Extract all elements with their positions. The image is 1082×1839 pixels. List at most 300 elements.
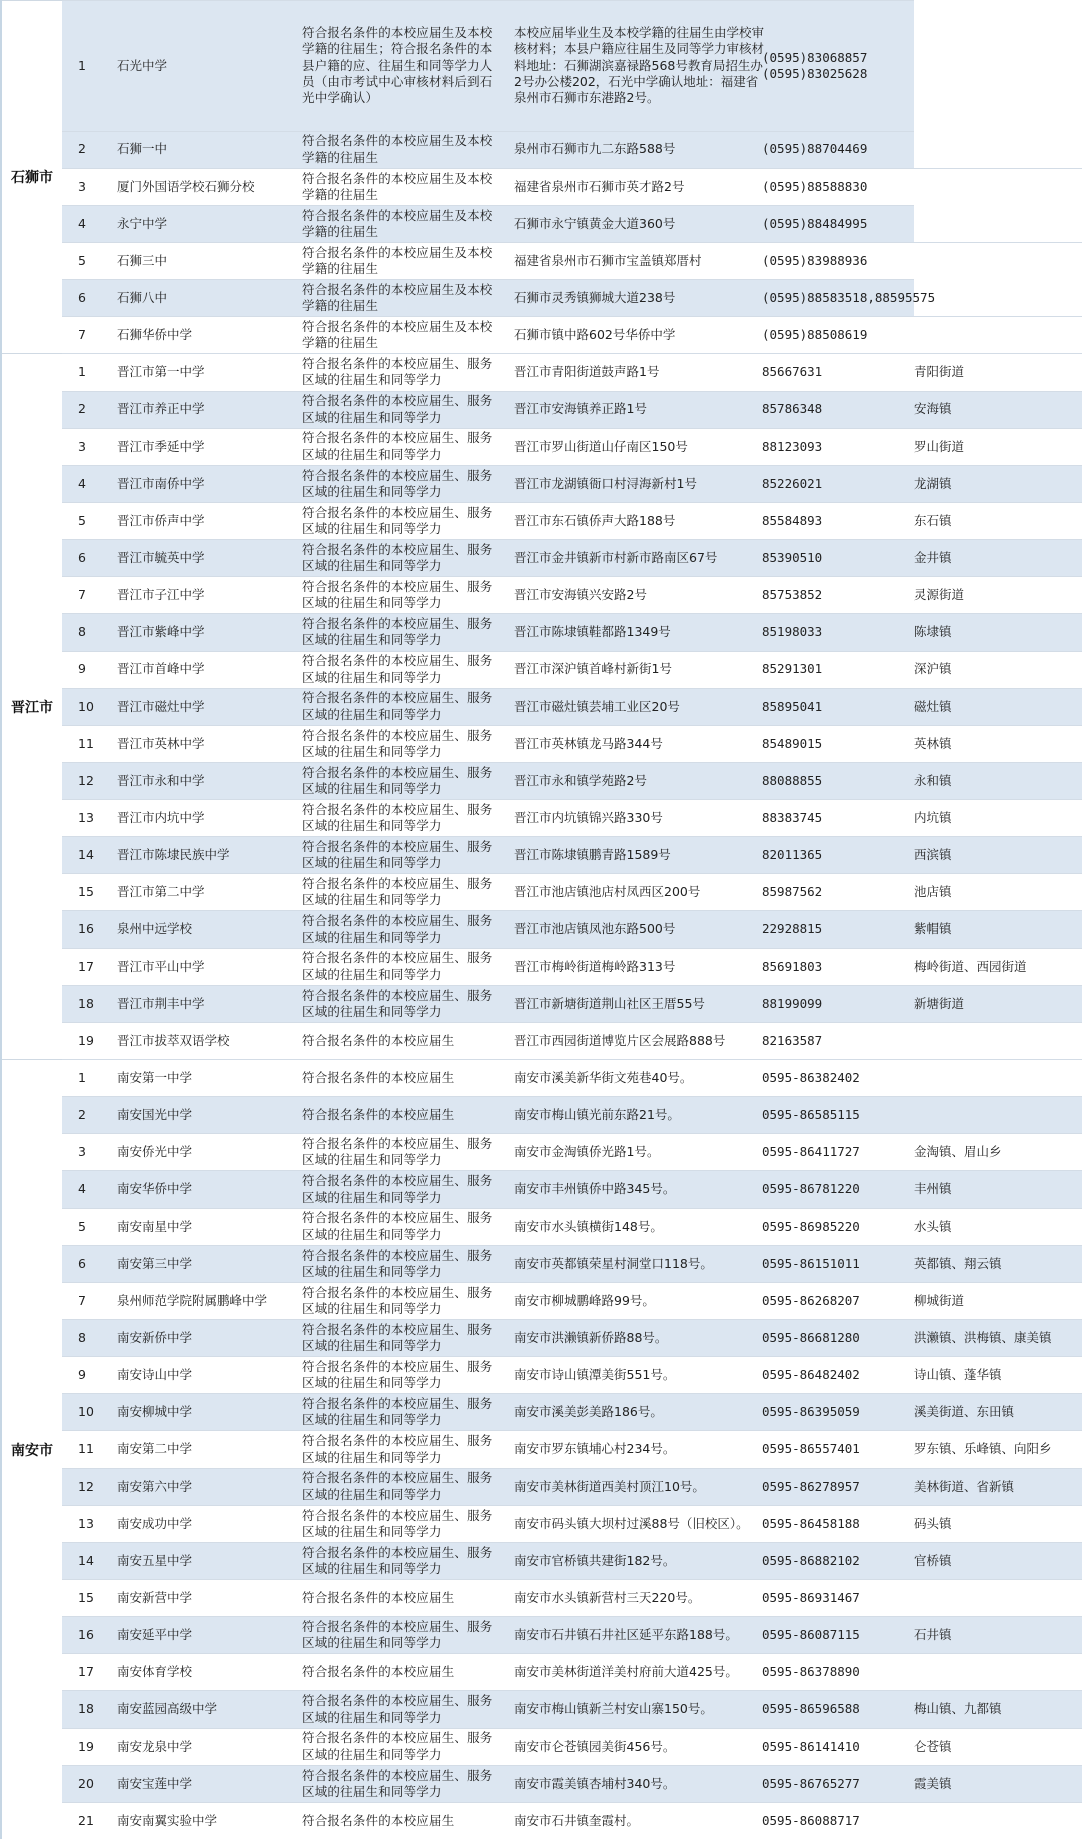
contact-phone: 0595-86088717 <box>762 1812 860 1828</box>
table-row <box>62 1765 1082 1802</box>
school-name: 晋江市南侨中学 <box>117 475 205 491</box>
row-number: 14 <box>78 847 94 863</box>
enrollment-condition: 符合报名条件的本校应届生、服务区域的往届生和同等学力 <box>302 1247 493 1279</box>
service-area: 金淘镇、眉山乡 <box>914 1144 1002 1160</box>
school-name: 晋江市季延中学 <box>117 438 205 454</box>
table-row <box>62 1282 1082 1319</box>
enrollment-condition: 符合报名条件的本校应届生、服务区域的往届生和同等学力 <box>302 1433 493 1465</box>
enrollment-condition: 符合报名条件的本校应届生 <box>302 1069 455 1085</box>
contact-phone: 85489015 <box>762 735 823 751</box>
school-address: 南安市美林街道西美村顶江10号。 <box>514 1478 705 1494</box>
service-area: 英林镇 <box>914 735 952 751</box>
service-area: 英都镇、翔云镇 <box>914 1255 1002 1271</box>
school-name: 南安龙泉中学 <box>117 1738 193 1754</box>
school-name: 南安成功中学 <box>117 1515 193 1531</box>
table-row <box>62 539 1082 576</box>
contact-phone: 82163587 <box>762 1032 823 1048</box>
enrollment-condition: 符合报名条件的本校应届生及本校学籍的往届生 <box>302 244 493 277</box>
school-name: 南安第三中学 <box>117 1255 193 1271</box>
school-address: 晋江市内坑镇锦兴路330号 <box>514 810 663 825</box>
school-address: 南安市罗东镇埔心村234号。 <box>514 1441 676 1457</box>
enrollment-condition: 符合报名条件的本校应届生、服务区域的往届生和同等学力 <box>302 839 493 871</box>
school-address: 福建省泉州市石狮市宝盖镇郑厝村 <box>514 252 702 268</box>
school-address: 石狮市灵秀镇狮城大道238号 <box>514 290 676 306</box>
enrollment-condition: 符合报名条件的本校应届生、服务区域的往届生和同等学力 <box>302 1544 493 1576</box>
table-row <box>62 1616 1082 1653</box>
school-name: 南安第一中学 <box>117 1069 193 1085</box>
enrollment-condition: 符合报名条件的本校应届生、服务区域的往届生和同等学力 <box>302 616 493 648</box>
enrollment-condition: 符合报名条件的本校应届生、服务区域的往届生和同等学力 <box>302 764 493 796</box>
contact-phone: (0595)83068857 (0595)83025628 <box>762 49 868 81</box>
row-number: 15 <box>78 1589 94 1605</box>
contact-phone: (0595)88508619 <box>762 327 868 343</box>
contact-phone: 0595-86781220 <box>762 1181 860 1197</box>
contact-phone: 88088855 <box>762 772 823 788</box>
enrollment-condition: 符合报名条件的本校应届生、服务区域的往届生和同等学力 <box>302 987 493 1019</box>
row-number: 19 <box>78 1738 94 1754</box>
school-address: 晋江市池店镇池店村凤西区200号 <box>514 884 701 900</box>
table-row <box>62 1690 1082 1727</box>
service-area <box>914 1 1082 131</box>
school-name: 晋江市陈埭民族中学 <box>117 847 230 863</box>
service-area <box>914 1654 1082 1690</box>
row-number: 3 <box>78 1144 86 1160</box>
school-name: 南安宝莲中学 <box>117 1775 193 1791</box>
school-name: 厦门外国语学校石狮分校 <box>117 178 255 194</box>
service-area: 罗山街道 <box>914 438 965 454</box>
school-address: 晋江市青阳街道鼓声路1号 <box>514 364 660 380</box>
school-name: 晋江市毓英中学 <box>117 550 205 566</box>
table-row <box>62 1505 1082 1542</box>
table-row <box>62 205 914 242</box>
table-row <box>62 168 1082 205</box>
table-row <box>62 651 1082 688</box>
service-area: 青阳街道 <box>914 364 965 380</box>
row-number: 14 <box>78 1552 94 1568</box>
school-name: 南安南星中学 <box>117 1218 193 1234</box>
school-name: 南安南翼实验中学 <box>117 1812 218 1828</box>
table-row <box>62 1653 1082 1690</box>
school-address: 南安市丰州镇侨中路345号。 <box>514 1181 676 1197</box>
row-number: 10 <box>78 1404 94 1420</box>
service-area: 石井镇 <box>914 1627 952 1643</box>
school-name: 南安柳城中学 <box>117 1404 193 1420</box>
school-name: 晋江市侨声中学 <box>117 512 205 528</box>
contact-phone: 0595-86141410 <box>762 1738 860 1754</box>
contact-phone: 0595-86585115 <box>762 1107 860 1123</box>
table-row <box>62 873 1082 910</box>
service-area <box>914 243 1082 279</box>
school-address: 晋江市安海镇兴安路2号 <box>514 587 647 603</box>
service-area: 磁灶镇 <box>914 698 952 714</box>
service-area: 陈埭镇 <box>914 624 952 640</box>
table-row <box>62 613 1082 650</box>
school-name: 晋江市紫峰中学 <box>117 624 205 640</box>
service-area <box>914 132 1082 168</box>
enrollment-condition: 符合报名条件的本校应届生 <box>302 1032 455 1048</box>
table-row <box>62 576 1082 613</box>
school-address: 南安市英都镇荣星村洞堂口118号。 <box>514 1255 713 1271</box>
row-number: 11 <box>78 1441 94 1457</box>
service-area: 罗东镇、乐峰镇、向阳乡 <box>914 1441 1052 1457</box>
school-address: 晋江市西园街道博览片区会展路888号 <box>514 1032 726 1048</box>
school-name: 晋江市永和中学 <box>117 772 205 788</box>
contact-phone: (0595)88484995 <box>762 215 868 231</box>
school-name: 晋江市内坑中学 <box>117 810 205 825</box>
table-row <box>62 131 914 168</box>
table-row <box>62 799 1082 836</box>
table-row <box>62 1356 1082 1393</box>
school-address: 晋江市英林镇龙马路344号 <box>514 735 663 751</box>
school-address: 晋江市东石镇侨声大路188号 <box>514 512 676 528</box>
school-address: 石狮市永宁镇黄金大道360号 <box>514 215 676 231</box>
row-number: 3 <box>78 438 86 454</box>
table-row <box>62 1542 1082 1579</box>
row-number: 19 <box>78 1032 94 1048</box>
enrollment-condition: 符合报名条件的本校应届生、服务区域的往届生和同等学力 <box>302 1136 493 1168</box>
table-row <box>62 762 1082 799</box>
enrollment-condition: 符合报名条件的本校应届生、服务区域的往届生和同等学力 <box>302 950 493 982</box>
service-area <box>914 1803 1082 1839</box>
school-address: 南安市水头镇新营村三天220号。 <box>514 1589 701 1605</box>
row-number: 6 <box>78 290 86 306</box>
school-address: 晋江市罗山街道山仔南区150号 <box>514 438 688 454</box>
row-number: 4 <box>78 215 86 231</box>
enrollment-condition: 符合报名条件的本校应届生、服务区域的往届生和同等学力 <box>302 1693 493 1725</box>
service-area: 美林街道、省新镇 <box>914 1478 1015 1494</box>
school-name: 石狮华侨中学 <box>117 327 193 343</box>
table-row <box>62 1170 1082 1207</box>
enrollment-condition: 符合报名条件的本校应届生、服务区域的往届生和同等学力 <box>302 1396 493 1428</box>
row-number: 10 <box>78 698 94 714</box>
table-row <box>62 1059 1082 1096</box>
row-number: 9 <box>78 661 86 677</box>
table-row <box>62 836 1082 873</box>
row-number: 21 <box>78 1812 94 1828</box>
school-name: 南安延平中学 <box>117 1627 193 1643</box>
service-area: 水头镇 <box>914 1218 952 1234</box>
enrollment-condition: 符合报名条件的本校应届生、服务区域的往届生和同等学力 <box>302 1507 493 1539</box>
school-name: 石狮一中 <box>117 141 168 157</box>
school-address: 南安市霞美镇杏埔村340号。 <box>514 1775 676 1791</box>
contact-phone: 0595-86278957 <box>762 1478 860 1494</box>
enrollment-condition: 符合报名条件的本校应届生、服务区域的往届生和同等学力 <box>302 727 493 759</box>
enrollment-condition: 符合报名条件的本校应届生、服务区域的往届生和同等学力 <box>302 801 493 834</box>
row-number: 15 <box>78 884 94 900</box>
enrollment-condition: 符合报名条件的本校应届生、服务区域的往届生和同等学力 <box>302 393 493 425</box>
row-number: 17 <box>78 1664 94 1680</box>
district-label: 石狮市 <box>2 0 62 353</box>
enrollment-condition: 符合报名条件的本校应届生、服务区域的往届生和同等学力 <box>302 653 493 685</box>
school-name: 南安国光中学 <box>117 1107 193 1123</box>
contact-phone: 0595-86681280 <box>762 1329 860 1345</box>
row-number: 5 <box>78 512 86 528</box>
table-row <box>62 0 914 131</box>
contact-phone: 0595-86382402 <box>762 1069 860 1085</box>
school-name: 南安新营中学 <box>117 1589 193 1605</box>
enrollment-condition: 符合报名条件的本校应届生、服务区域的往届生和同等学力 <box>302 1210 493 1242</box>
row-number: 4 <box>78 475 86 491</box>
school-address: 南安市溪美新华街文苑巷40号。 <box>514 1069 693 1085</box>
school-name: 南安第六中学 <box>117 1478 193 1494</box>
enrollment-condition: 符合报名条件的本校应届生、服务区域的往届生和同等学力 <box>302 541 493 574</box>
school-name: 晋江市英林中学 <box>117 735 205 751</box>
row-number: 9 <box>78 1367 86 1383</box>
school-address: 南安市梅山镇光前东路21号。 <box>514 1107 680 1123</box>
enrollment-condition: 符合报名条件的本校应届生、服务区域的往届生和同等学力 <box>302 1321 493 1354</box>
district-label: 晋江市 <box>2 353 62 1059</box>
table-row <box>62 1393 1082 1430</box>
enrollment-condition: 符合报名条件的本校应届生、服务区域的往届生和同等学力 <box>302 913 493 945</box>
service-area: 梅山镇、九都镇 <box>914 1701 1002 1717</box>
service-area: 诗山镇、蓬华镇 <box>914 1367 1002 1383</box>
contact-phone: 0595-86395059 <box>762 1404 860 1420</box>
service-area: 丰州镇 <box>914 1181 952 1197</box>
school-address: 晋江市磁灶镇芸埔工业区20号 <box>514 698 680 714</box>
enrollment-condition: 符合报名条件的本校应届生、服务区域的往届生和同等学力 <box>302 467 493 499</box>
table-row <box>62 428 1082 465</box>
school-name: 晋江市养正中学 <box>117 401 205 417</box>
school-address: 石狮市镇中路602号华侨中学 <box>514 327 676 343</box>
table-row <box>62 502 1082 539</box>
contact-phone: 85691803 <box>762 958 823 974</box>
contact-phone: 0595-86882102 <box>762 1552 860 1568</box>
table-row <box>62 1245 1082 1282</box>
school-address: 福建省泉州市石狮市英才路2号 <box>514 178 685 194</box>
school-name: 石狮三中 <box>117 252 168 268</box>
school-name: 南安诗山中学 <box>117 1367 193 1383</box>
school-name: 晋江市第二中学 <box>117 884 205 900</box>
table-row <box>62 1096 1082 1133</box>
table-row <box>62 725 1082 762</box>
school-address: 南安市梅山镇新兰村安山寨150号。 <box>514 1701 713 1717</box>
enrollment-condition: 符合报名条件的本校应届生、服务区域的往届生和同等学力 <box>302 1618 493 1651</box>
school-name: 石光中学 <box>117 57 168 73</box>
contact-phone: (0595)88588830 <box>762 178 868 194</box>
contact-phone: 85753852 <box>762 587 823 603</box>
school-name: 石狮八中 <box>117 290 168 306</box>
school-name: 南安新侨中学 <box>117 1329 193 1345</box>
school-name: 南安五星中学 <box>117 1552 193 1568</box>
school-address: 晋江市池店镇凤池东路500号 <box>514 921 676 937</box>
service-area: 洪濑镇、洪梅镇、康美镇 <box>914 1329 1052 1345</box>
table-row <box>62 1319 1082 1356</box>
enrollment-condition: 符合报名条件的本校应届生、服务区域的往届生和同等学力 <box>302 690 493 722</box>
contact-phone: (0595)83988936 <box>762 252 868 268</box>
row-number: 17 <box>78 958 94 974</box>
contact-phone: 85390510 <box>762 550 823 566</box>
contact-phone: 0595-86596588 <box>762 1701 860 1717</box>
row-number: 6 <box>78 550 86 566</box>
row-number: 1 <box>78 1069 86 1085</box>
table-row <box>62 465 1082 502</box>
school-address: 南安市石井镇奎霞村。 <box>514 1812 640 1828</box>
school-name: 晋江市荆丰中学 <box>117 995 205 1011</box>
contact-phone: 0595-86985220 <box>762 1218 860 1234</box>
contact-phone: 85667631 <box>762 364 823 380</box>
service-area: 安海镇 <box>914 401 952 417</box>
enrollment-condition: 符合报名条件的本校应届生、服务区域的往届生和同等学力 <box>302 504 493 537</box>
row-number: 1 <box>78 364 86 380</box>
contact-phone: 88199099 <box>762 995 823 1011</box>
table-row <box>62 279 936 316</box>
contact-phone: 85291301 <box>762 661 823 677</box>
contact-phone: (0595)88583518,88595575 <box>762 290 936 306</box>
contact-phone: (0595)88704469 <box>762 141 868 157</box>
table-row <box>62 316 1082 353</box>
contact-phone: 88383745 <box>762 810 823 825</box>
table-row <box>62 353 1082 390</box>
school-address: 晋江市新塘街道荆山社区王厝55号 <box>514 995 705 1011</box>
enrollment-condition: 符合报名条件的本校应届生、服务区域的往届生和同等学力 <box>302 1730 493 1762</box>
service-area: 溪美街道、东田镇 <box>914 1404 1015 1420</box>
service-area <box>914 1060 1082 1096</box>
row-number: 8 <box>78 1329 86 1345</box>
enrollment-condition: 符合报名条件的本校应届生、服务区域的往届生和同等学力 <box>302 1284 493 1316</box>
contact-phone: 0595-86557401 <box>762 1441 860 1457</box>
school-name: 晋江市磁灶中学 <box>117 698 205 714</box>
school-address: 晋江市龙湖镇衙口村浔海新村1号 <box>514 475 697 491</box>
school-address: 南安市水头镇横街148号。 <box>514 1218 663 1234</box>
service-area: 永和镇 <box>914 772 952 788</box>
table-row <box>62 1208 1082 1245</box>
service-area: 西滨镇 <box>914 847 952 863</box>
row-number: 7 <box>78 327 86 343</box>
service-area: 码头镇 <box>914 1515 952 1531</box>
row-number: 13 <box>78 1515 94 1531</box>
service-area: 霞美镇 <box>914 1775 952 1791</box>
row-number: 2 <box>78 401 86 417</box>
table-row <box>62 1430 1082 1467</box>
enrollment-condition: 符合报名条件的本校应届生、服务区域的往届生和同等学力 <box>302 1358 493 1391</box>
service-area: 深沪镇 <box>914 661 952 677</box>
school-address: 南安市码头镇大坝村过溪88号（旧校区）。 <box>514 1515 749 1531</box>
school-address: 晋江市陈埭镇鞋都路1349号 <box>514 624 671 640</box>
school-name: 晋江市平山中学 <box>117 958 205 974</box>
row-number: 18 <box>78 1701 94 1717</box>
service-area: 灵源街道 <box>914 587 965 603</box>
enrollment-condition: 符合报名条件的本校应届生及本校学籍的往届生 <box>302 133 493 165</box>
school-address: 南安市仑苍镇园美街456号。 <box>514 1738 676 1754</box>
contact-phone: 88123093 <box>762 438 823 454</box>
contact-phone: 85584893 <box>762 512 823 528</box>
row-number: 5 <box>78 1218 86 1234</box>
enrollment-condition: 符合报名条件的本校应届生、服务区域的往届生和同等学力 <box>302 356 493 388</box>
contact-phone: 0595-86931467 <box>762 1589 860 1605</box>
school-address: 晋江市深沪镇首峰村新街1号 <box>514 661 672 677</box>
enrollment-condition: 符合报名条件的本校应届生 <box>302 1664 455 1680</box>
school-name: 晋江市首峰中学 <box>117 661 205 677</box>
service-area <box>914 169 1082 205</box>
row-number: 12 <box>78 1478 94 1494</box>
school-name: 晋江市第一中学 <box>117 364 205 380</box>
table-row <box>62 1022 1082 1059</box>
school-name: 泉州师范学院附属鹏峰中学 <box>117 1292 268 1308</box>
table-row <box>62 688 1082 725</box>
enrollment-condition: 符合报名条件的本校应届生、服务区域的往届生和同等学力 <box>302 876 493 908</box>
service-area: 金井镇 <box>914 550 952 566</box>
school-address: 晋江市金井镇新市村新市路南区67号 <box>514 550 718 566</box>
enrollment-condition: 符合报名条件的本校应届生 <box>302 1812 455 1828</box>
contact-phone: 22928815 <box>762 921 823 937</box>
school-name: 南安侨光中学 <box>117 1144 193 1160</box>
service-area: 池店镇 <box>914 884 952 900</box>
row-number: 16 <box>78 921 94 937</box>
service-area: 内坑镇 <box>914 810 952 825</box>
contact-phone: 0595-86151011 <box>762 1255 860 1271</box>
contact-phone: 0595-86765277 <box>762 1775 860 1791</box>
contact-phone: 0595-86411727 <box>762 1144 860 1160</box>
contact-phone: 0595-86378890 <box>762 1664 860 1680</box>
school-name: 永宁中学 <box>117 215 168 231</box>
contact-phone: 0595-86087115 <box>762 1627 860 1643</box>
row-number: 5 <box>78 252 86 268</box>
school-address: 南安市金淘镇侨光路1号。 <box>514 1144 660 1160</box>
school-name: 南安体育学校 <box>117 1664 193 1680</box>
contact-phone: 0595-86458188 <box>762 1515 860 1531</box>
enrollment-condition: 符合报名条件的本校应届生、服务区域的往届生和同等学力 <box>302 1173 493 1205</box>
contact-phone: 85198033 <box>762 624 823 640</box>
row-number: 4 <box>78 1181 86 1197</box>
service-area <box>914 1023 1082 1059</box>
service-area <box>914 280 1082 316</box>
contact-phone: 82011365 <box>762 847 823 863</box>
service-area: 新塘街道 <box>914 995 965 1011</box>
service-area: 柳城街道 <box>914 1292 965 1308</box>
row-number: 16 <box>78 1627 94 1643</box>
row-number: 2 <box>78 1107 86 1123</box>
school-name: 晋江市拔萃双语学校 <box>117 1032 230 1048</box>
row-number: 6 <box>78 1255 86 1271</box>
service-area <box>914 206 1082 242</box>
service-area <box>914 1580 1082 1616</box>
enrollment-condition: 符合报名条件的本校应届生及本校学籍的往届生 <box>302 207 493 239</box>
table-row <box>62 1802 1082 1839</box>
service-area: 官桥镇 <box>914 1552 952 1568</box>
row-number: 3 <box>78 178 86 194</box>
school-address: 南安市美林街道洋美村府前大道425号。 <box>514 1664 738 1680</box>
row-number: 11 <box>78 735 94 751</box>
contact-phone: 85226021 <box>762 475 823 491</box>
enrollment-condition: 符合报名条件的本校应届生、服务区域的往届生和同等学力 <box>302 579 493 611</box>
contact-phone: 0595-86268207 <box>762 1292 860 1308</box>
row-number: 20 <box>78 1775 94 1791</box>
table-row <box>62 948 1082 985</box>
enrollment-condition: 符合报名条件的本校应届生及本校学籍的往届生 <box>302 170 493 202</box>
enrollment-condition: 符合报名条件的本校应届生及本校学籍的往届生 <box>302 319 493 351</box>
table-row <box>62 1579 1082 1616</box>
school-name: 南安第二中学 <box>117 1441 193 1457</box>
district-label: 南安市 <box>2 1059 62 1839</box>
table-row <box>62 910 1082 947</box>
row-number: 7 <box>78 587 86 603</box>
service-area: 东石镇 <box>914 512 952 528</box>
enrollment-condition: 符合报名条件的本校应届生 <box>302 1589 455 1605</box>
school-address: 泉州市石狮市九二东路588号 <box>514 141 676 157</box>
table-row <box>62 242 1082 279</box>
school-address: 南安市柳城鹏峰路99号。 <box>514 1292 655 1308</box>
contact-phone: 85987562 <box>762 884 823 900</box>
school-address: 南安市诗山镇潭美街551号。 <box>514 1367 676 1383</box>
enrollment-condition: 符合报名条件的本校应届生、服务区域的往届生和同等学力 <box>302 1767 493 1799</box>
school-address: 晋江市安海镇养正路1号 <box>514 401 647 417</box>
enrollment-condition: 符合报名条件的本校应届生 <box>302 1107 455 1123</box>
contact-phone: 0595-86482402 <box>762 1367 860 1383</box>
row-number: 7 <box>78 1292 86 1308</box>
row-number: 13 <box>78 810 94 825</box>
table-row <box>62 391 1082 428</box>
service-area: 仑苍镇 <box>914 1738 952 1754</box>
